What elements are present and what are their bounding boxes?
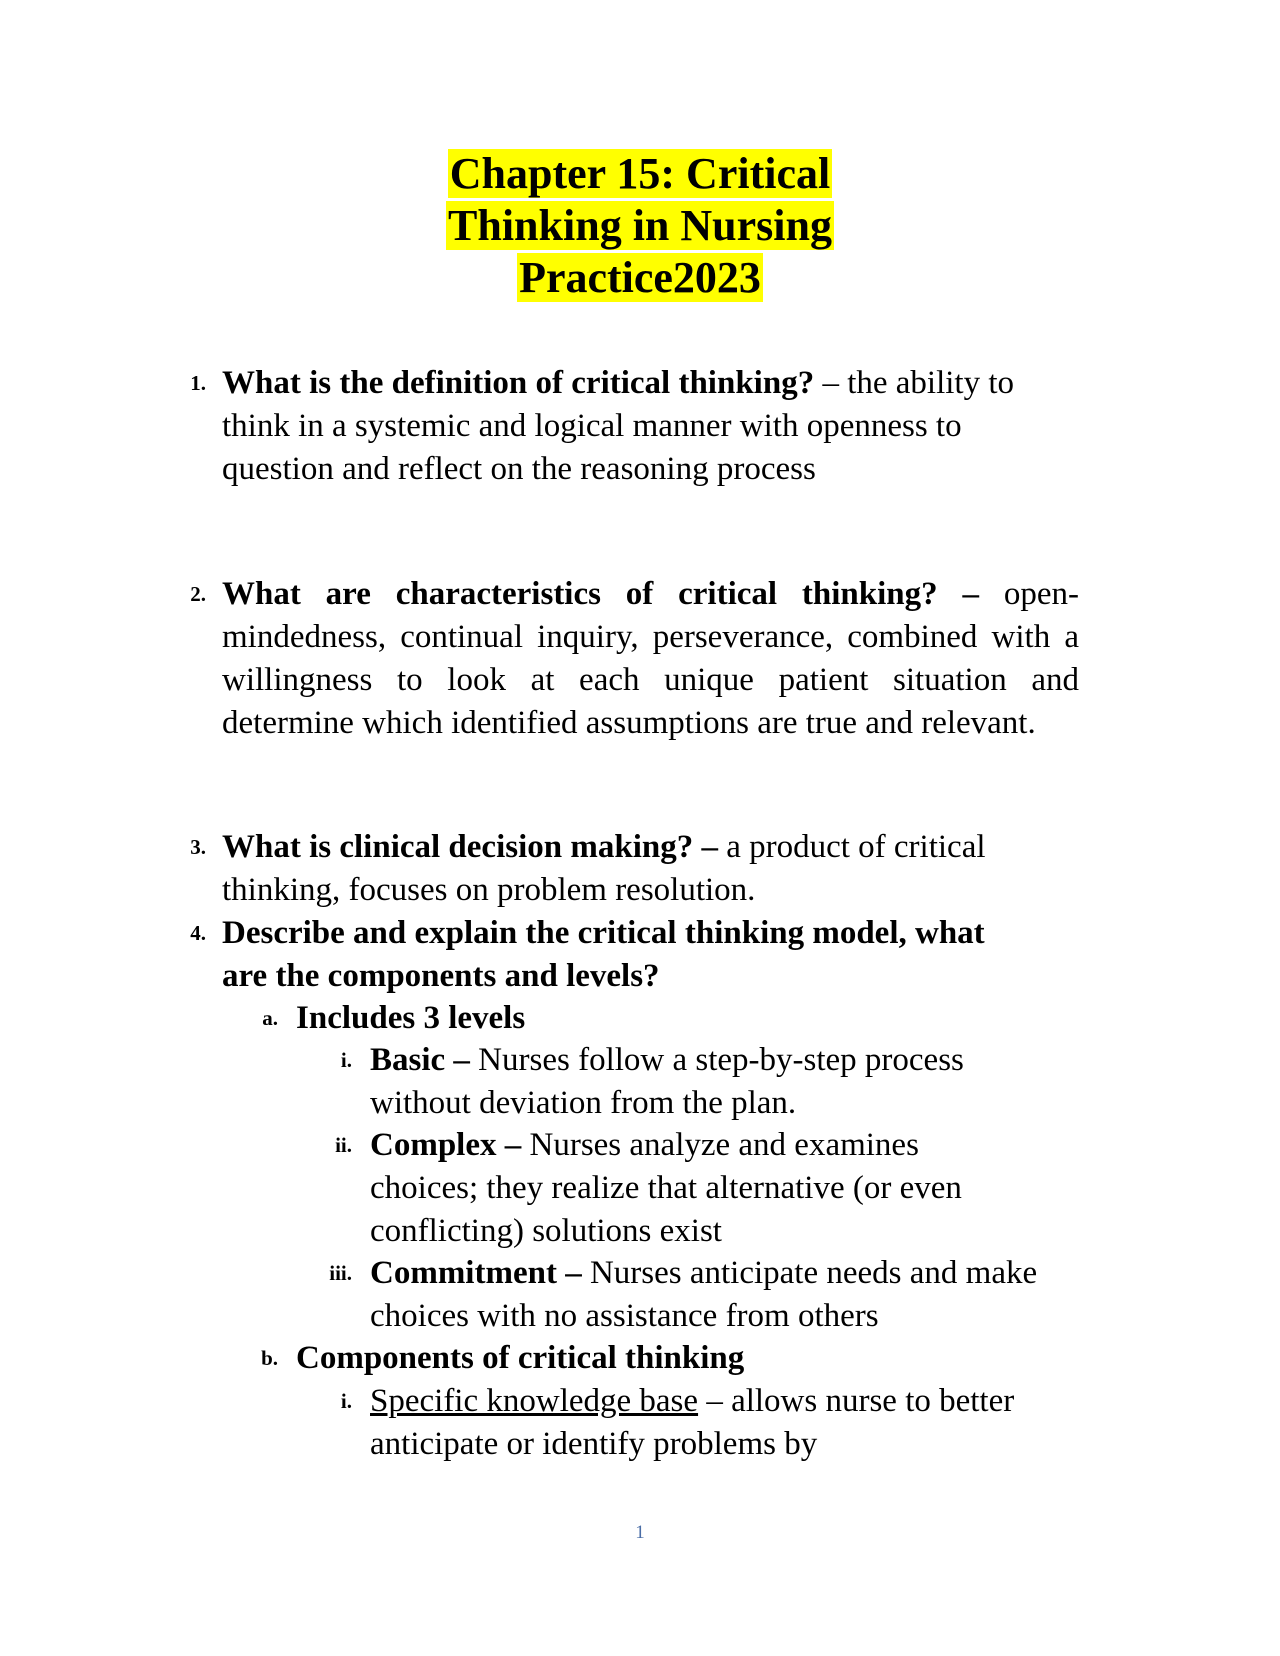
level-marker: iii. (329, 1261, 352, 1285)
list-item (222, 362, 1022, 491)
level-term: Commitment – (370, 1255, 582, 1291)
level-text: Nurses follow a step-by-step process without deviation from the plan. (370, 1042, 964, 1121)
list-item (222, 826, 1082, 912)
sublist-marker: b. (261, 1346, 278, 1370)
sublist-marker: a. (262, 1006, 278, 1030)
sublist-heading: Includes 3 levels (296, 1000, 526, 1036)
answer-text: a product of critical thinking, focuses on problem resolution. (222, 829, 986, 908)
dash-separator: – (814, 365, 848, 401)
level-marker: ii. (335, 1133, 352, 1157)
component-text: – allows nurse to better anticipate or identify problems by (370, 1383, 1015, 1462)
level-item (370, 1124, 990, 1253)
list-marker: 1. (190, 371, 206, 395)
question-text: Describe and explain the critical thinking model, what are the components and levels? (222, 915, 985, 994)
level-term: Complex – (370, 1127, 522, 1163)
title-line-1: Chapter 15: Critical (449, 149, 831, 198)
component-term: Specific knowledge base (370, 1383, 699, 1419)
title-line-2: Thinking in Nursing (448, 201, 832, 250)
page-number: 1 (635, 1522, 645, 1543)
question-text: What are characteristics of critical thinking? – (222, 576, 980, 612)
title-line-3: Practice2023 (519, 253, 761, 302)
list-marker: 3. (190, 835, 206, 859)
list-item (222, 912, 1012, 998)
level-item (370, 1252, 1050, 1338)
list-marker: 4. (190, 921, 206, 945)
page-title (0, 148, 1280, 304)
list-marker: 2. (190, 582, 206, 606)
component-marker: i. (340, 1389, 352, 1413)
answer-text: the ability to think in a systemic and logical manner with openness to question and reflect on the reasoning process (222, 365, 1015, 487)
question-text: What is the definition of critical thinking? (222, 365, 815, 401)
level-text: Nurses analyze and examines choices; they realize that alternative (or even conflicting) solutions exist (370, 1127, 962, 1249)
question-text: What is clinical decision making? – (222, 829, 718, 865)
list-item (222, 573, 1079, 745)
level-term: Basic – (370, 1042, 470, 1078)
component-item (370, 1380, 1030, 1466)
level-text: Nurses anticipate needs and make choices with no assistance from others (370, 1255, 1038, 1334)
answer-text: open-mindedness, continual inquiry, perseverance, combined with a willingness to look at each unique patient situation and determine which identified assumptions are true and relevant. (222, 576, 1079, 741)
sublist-heading: Components of critical thinking (296, 1340, 745, 1376)
level-marker: i. (340, 1048, 352, 1072)
level-item (370, 1039, 1050, 1125)
